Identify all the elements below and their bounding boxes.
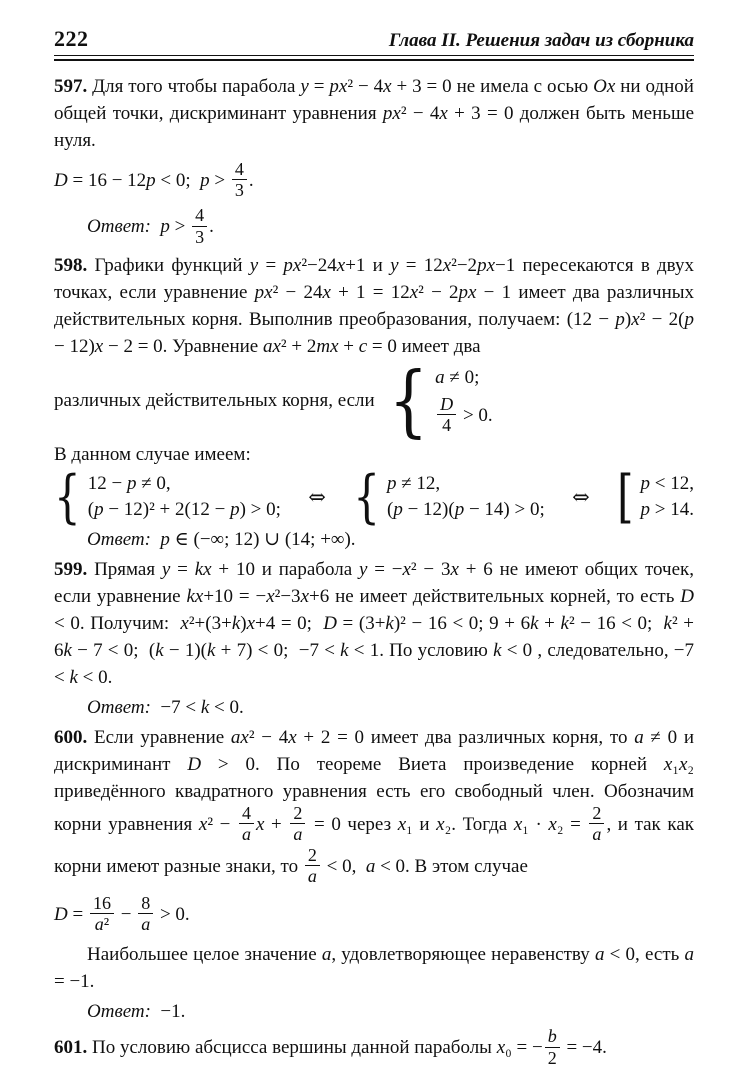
problem-600-formula: D = $\frac{16}{\text{a²}}$ − $\frac{8}{a}$ > 0. [54, 893, 190, 935]
square-bracket: [ [617, 463, 634, 530]
system-rows [435, 365, 493, 437]
header-rule [54, 55, 694, 61]
condition-text: различных действительных корня, если [54, 390, 375, 412]
system-row: p ≠ 12, [386, 473, 441, 495]
problem-598-text: 598. Графики функций y = px²−24x+1 и y = 12x²−2px−1 пересекаются в двух точках, если уравнение px² − 24x + 1 = 12x² − 2px − 1 имеет два различных действительных корня. Выполнив преобразования, получаем: (12 − p)x² − 2(p − 12)x − 2 = 0. Уравнение ax² + 2mx + c = 0 имеет два [54, 254, 695, 357]
problem-601-text: 601. По условию абсцисса вершины данной параболы x₀ = − $\frac{b}{2}$ = −4. [54, 1026, 607, 1068]
page-header [54, 26, 694, 52]
system-row: p > 14. [640, 499, 694, 521]
curly-brace: { [388, 354, 429, 447]
system-row: (p − 12)(p − 14) > 0; [386, 499, 545, 521]
system-row: 12 − p ≠ 0, [87, 473, 171, 495]
curly-brace: { [54, 463, 81, 530]
iff-arrow: ⇔ [308, 485, 326, 510]
problem-598-have-text: В данном случае имеем: [54, 444, 251, 466]
problem-600-note: Наибольшее целое значение a, удовлетворяющее неравенству a < 0, есть a = −1. [54, 944, 695, 993]
system-rows [640, 471, 693, 523]
problem-598-condition-row [54, 354, 694, 447]
system-row: (p − 12)² + 2(12 − p) > 0; [87, 499, 281, 521]
problem-599-answer: Ответ: −7 < k < 0. [87, 697, 244, 719]
system-rows [88, 471, 281, 523]
problem-600-answer: Ответ: −1. [87, 1001, 186, 1023]
problem-597-text: 597. Для того чтобы парабола y = px² − 4x + 3 = 0 не имела с осью Ox ни одной общей точки, дискриминант уравнения px² − 4x + 3 = 0 должен быть меньше нуля. [54, 76, 695, 151]
system-row: a ≠ 0; [435, 366, 480, 388]
problem-597-formula: D = 16 − 12p < 0; p > $\frac{4}{3}$ . [54, 159, 254, 201]
problem-600-text: 600. Если уравнение ax² − 4x + 2 = 0 имеет два различных корня, то a ≠ 0 и дискриминант D > 0. По теореме Виета произведение корней x₁x₂ приведённого квадратного уравнения есть его свободный член. Обозначим корни уравнения x² − $\frac{4}{a}$ x + $\frac{2}{a}$ = 0 через x₁ и x₂. Тогда x₁ · x₂ = $\frac{2}{a}$ , и так как корни имеют разные знаки, то $\frac{2}{a}$ < 0, a < 0. В этом случае [54, 727, 695, 886]
problem-598-systems-row [54, 463, 694, 530]
system-row: $\frac{D}{4}$ > 0. [435, 396, 493, 437]
condition-system [388, 354, 493, 447]
iff-arrow: ⇔ [572, 485, 590, 510]
system-a [54, 463, 281, 530]
system-rows [387, 471, 545, 523]
system-row: p < 12, [640, 473, 694, 495]
page-number: 222 [54, 26, 89, 51]
curly-brace: { [353, 463, 380, 530]
system-c [617, 463, 694, 530]
problem-599-text: 599. Прямая y = kx + 10 и парабола y = −x² − 3x + 6 не имеют общих точек, если уравнение kx+10 = −x²−3x+6 не имеет действительных корней, то есть D < 0. Получим: x²+(3+k)x+4 = 0; D = (3+k)² − 16 < 0; 9 + 6k + k² − 16 < 0; k² + 6k − 7 < 0; (k − 1)(k + 7) < 0; −7 < k < 1. По условию k < 0 , следовательно, −7 < k < 0. [54, 559, 695, 689]
problem-598-answer: Ответ: p ∈ (−∞; 12) ∪ (14; +∞). [87, 529, 356, 551]
system-b [353, 463, 545, 530]
chapter-title: Глава II. Решения задач из сборника [388, 30, 694, 51]
problem-597-answer: Ответ: p > $\frac{4}{3}$ . [87, 205, 214, 247]
